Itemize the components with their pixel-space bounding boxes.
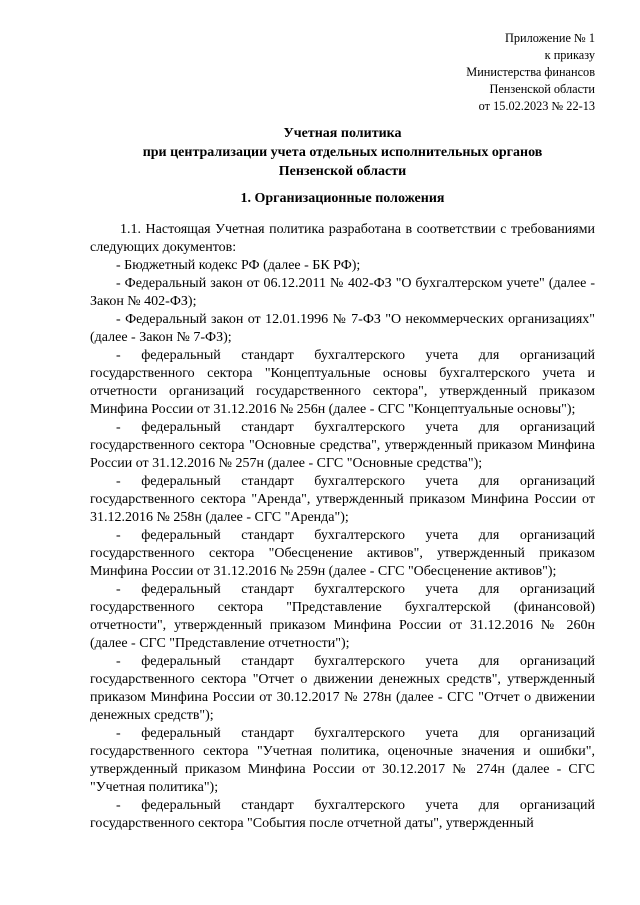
list-item-sgs-conceptual: - федеральный стандарт бухгалтерского учета для организаций государственного сектора "Концептуальные основы бухгалтерского учета и отчетности организаций государственного сектора", утвержденный приказом Минфина России от 31.12.2016 № 256н (далее - СГС "Концептуальные основы"); [90, 348, 595, 417]
appendix-header [466, 30, 595, 115]
appendix-ministry: Министерства финансов [466, 65, 595, 79]
list-item-sgs-impairment: - федеральный стандарт бухгалтерского учета для организаций государственного сектора "Обесценение активов", утвержденный приказом Минфина России от 31.12.2016 № 259н (далее - СГС "Обесценение активов"); [90, 528, 595, 579]
document-title [90, 124, 595, 181]
title-line-3: Пензенской области [278, 164, 407, 179]
title-line-2: при централизации учета отдельных исполнительных органов [142, 145, 543, 160]
list-item-sgs-reporting: - федеральный стандарт бухгалтерского учета для организаций государственного сектора "Представление бухгалтерской (финансовой) отчетности", утвержденный приказом Минфина России от 31.12.2016 № 260н (далее - СГС "Представление отчетности"); [90, 582, 595, 651]
list-item-sgs-fixed-assets: - федеральный стандарт бухгалтерского учета для организаций государственного сектора "Основные средства", утвержденный приказом Минфина России от 31.12.2016 № 257н (далее - СГС "Основные средства"); [90, 420, 595, 471]
appendix-number: Приложение № 1 [504, 31, 595, 45]
title-line-1: Учетная политика [283, 126, 402, 141]
paragraph-intro: 1.1. Настоящая Учетная политика разработана в соответствии с требованиями следующих документов: [90, 222, 595, 255]
list-item-budget-code: - Бюджетный кодекс РФ (далее - БК РФ); [116, 258, 361, 273]
list-item-sgs-accounting-policy: - федеральный стандарт бухгалтерского учета для организаций государственного сектора "Учетная политика, оценочные значения и ошибки", утвержденный приказом Минфина России от 30.12.2017 № 274н (далее - СГС "Учетная политика"); [90, 726, 595, 795]
list-item-sgs-subsequent-events: - федеральный стандарт бухгалтерского учета для организаций государственного сектора "События после отчетной даты", утвержденный [90, 798, 595, 831]
appendix-order-ref: к приказу [544, 48, 595, 62]
list-item-law-7: - Федеральный закон от 12.01.1996 № 7-ФЗ "О некоммерческих организациях" (далее - Закон № 7-ФЗ); [90, 312, 595, 345]
appendix-date: от 15.02.2023 № 22-13 [478, 99, 595, 113]
list-item-sgs-cash-flow: - федеральный стандарт бухгалтерского учета для организаций государственного сектора "Отчет о движении денежных средств", утвержденный приказом Минфина России от 30.12.2017 № 278н (далее - СГС "Отчет о движении денежных средств"); [90, 654, 595, 723]
list-item-law-402: - Федеральный закон от 06.12.2011 № 402-ФЗ "О бухгалтерском учете" (далее - Закон № 402-ФЗ); [90, 276, 595, 309]
appendix-region: Пензенской области [489, 82, 595, 96]
document-body [90, 221, 595, 833]
list-item-sgs-lease: - федеральный стандарт бухгалтерского учета для организаций государственного сектора "Аренда", утвержденный приказом Минфина России от 31.12.2016 № 258н (далее - СГС "Аренда"); [90, 474, 595, 525]
section-heading: 1. Организационные положения [240, 191, 445, 206]
